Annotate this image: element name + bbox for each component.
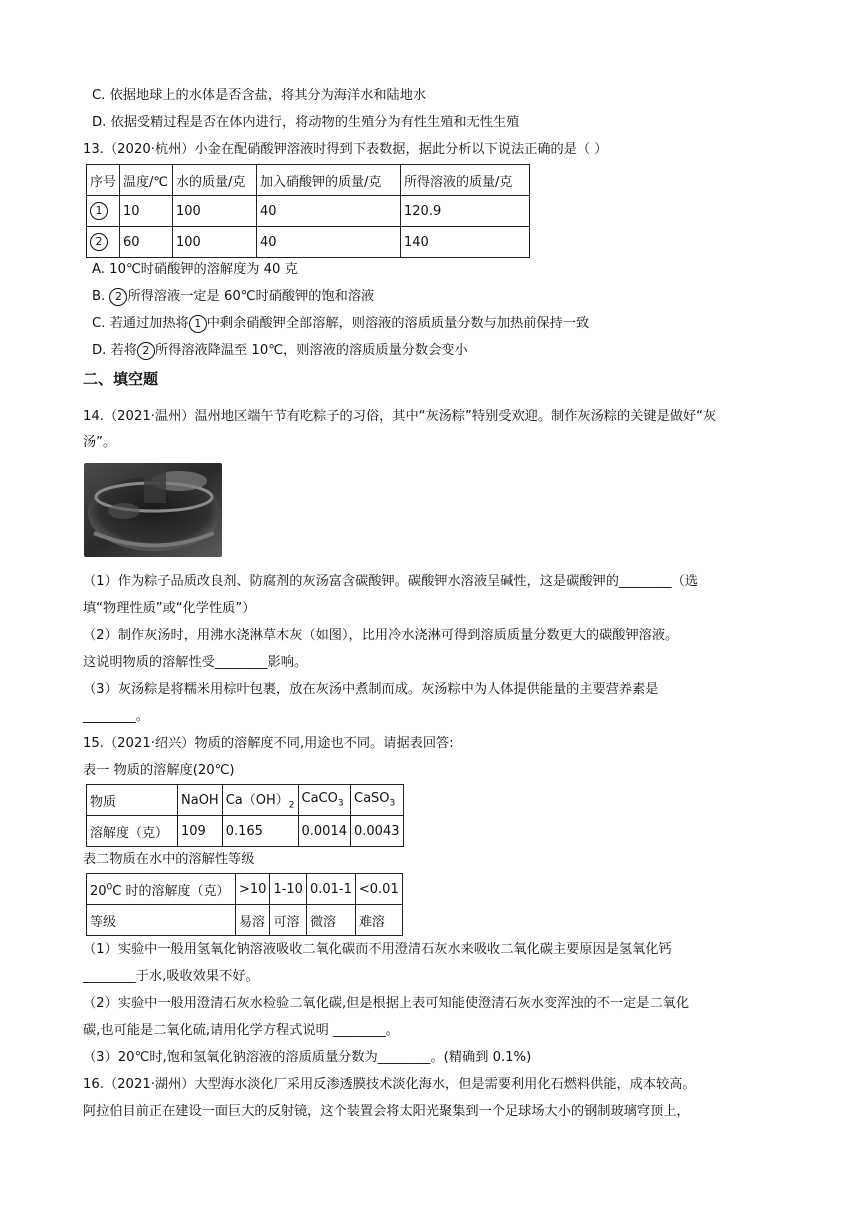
superscript: 0 [106, 882, 113, 893]
table-header: 水的质量/克 [173, 165, 257, 196]
q13-option-c [92, 315, 589, 333]
table-cell: 60 [120, 227, 173, 258]
table-cell: 难溶 [355, 905, 402, 936]
q13-option-d [92, 342, 468, 360]
table-cell: 溶解度（克） [87, 816, 178, 847]
table-row [87, 874, 403, 905]
table-cell: 0.165 [222, 816, 298, 847]
subscript: 3 [337, 798, 344, 809]
q14-part1-line2: 填“物理性质”或“化学性质”） [83, 601, 256, 616]
q14-part3-line1: （3）灰汤粽是将糯米用棕叶包裹，放在灰汤中煮制而成。灰汤粽中为人体提供能量的主要营养素是 [83, 682, 659, 697]
table-row [87, 816, 404, 847]
q16-line2: 阿拉伯目前正在建设一面巨大的反射镜，这个装置会将太阳光聚集到一个足球场大小的钢制玻璃穹顶上， [83, 1104, 690, 1119]
table-cell: 易溶 [236, 905, 270, 936]
q14-stem-line2: 汤”。 [83, 435, 117, 450]
table-cell: 0.0043 [351, 816, 404, 847]
table-cell: NaOH [178, 785, 223, 816]
q14-part3-line2: ________。 [83, 709, 149, 724]
table1-title: 表一 物质的溶解度(20℃) [83, 763, 235, 778]
table-cell: 100 [173, 227, 257, 258]
section-title: 二、填空题 [83, 370, 159, 388]
table-cell: 微溶 [306, 905, 355, 936]
q15-part1-line1: （1）实验中一般用氢氧化钠溶液吸收二氧化碳而不用澄清石灰水来吸收二氧化碳主要原因是氢氧化钙 [83, 942, 672, 957]
table-cell: 可溶 [270, 905, 307, 936]
q14-part1-line1: （1）作为粽子品质改良剂、防腐剂的灰汤富含碳酸钾。碳酸钾水溶液呈碱性，这是碳酸钾的________（选 [83, 574, 699, 589]
formula: Ca（OH） [225, 793, 289, 809]
pot-image-icon [84, 463, 222, 557]
option-text: 所得溶液一定是 60℃时硝酸钾的饱和溶液 [127, 289, 375, 304]
ash-soup-photo [84, 463, 222, 557]
circled-number: 2 [109, 288, 127, 306]
table-cell: 40 [257, 227, 401, 258]
q13-stem: 13.（2020·杭州）小金在配硝酸钾溶液时得到下表数据，据此分析以下说法正确的是（ ） [83, 142, 608, 157]
table-cell [87, 227, 120, 258]
q15-part2-line1: （2）实验中一般用澄清石灰水检验二氧化碳,但是根据上表可知能使澄清石灰水变浑浊的不一定是二氧化 [83, 996, 690, 1011]
table-cell [351, 785, 404, 816]
table-cell: 1-10 [270, 874, 307, 905]
value: C 时的溶解度（克） [112, 883, 230, 899]
table-header: 所得溶液的质量/克 [401, 165, 530, 196]
formula: CaSO [354, 791, 390, 807]
value: 20 [90, 883, 107, 899]
table-cell: 物质 [87, 785, 178, 816]
circled-number: 2 [90, 233, 108, 251]
subscript: 3 [389, 798, 396, 809]
q15-part1-line2: ________于水,吸收效果不好。 [83, 969, 259, 984]
table-cell: 140 [401, 227, 530, 258]
table-cell: >10 [236, 874, 270, 905]
q13-option-a: A. 10℃时硝酸钾的溶解度为 40 克 [92, 262, 298, 277]
table-cell: <0.01 [355, 874, 402, 905]
table-header: 加入硝酸钾的质量/克 [257, 165, 401, 196]
q13-table [86, 164, 530, 258]
table-cell: 0.01-1 [306, 874, 355, 905]
table-cell: 120.9 [401, 196, 530, 227]
table-cell [87, 874, 236, 905]
table-cell: 100 [173, 196, 257, 227]
q14-part2-line2: 这说明物质的溶解性受________影响。 [83, 655, 308, 670]
table-cell: 40 [257, 196, 401, 227]
table-cell: 等级 [87, 905, 236, 936]
table-cell [298, 785, 351, 816]
option-prefix: B. [92, 289, 110, 304]
option-text: 中剩余硝酸钾全部溶解，则溶液的溶质质量分数与加热前保持一致 [206, 316, 590, 331]
q14-stem-line1: 14.（2021·温州）温州地区端午节有吃粽子的习俗，其中“灰汤粽”特别受欢迎。制作灰汤粽的关键是做好“灰 [83, 409, 717, 424]
formula: CaCO [301, 791, 338, 807]
table-header: 序号 [87, 165, 120, 196]
table2-title: 表二物质在水中的溶解性等级 [83, 852, 255, 867]
q15-part2-line2: 碳,也可能是二氧化硫,请用化学方程式说明 ________。 [83, 1023, 399, 1038]
q13-option-b [92, 288, 374, 306]
circled-number: 1 [90, 202, 108, 220]
table-cell: 10 [120, 196, 173, 227]
q12-option-d: D. 依据受精过程是否在体内进行，将动物的生殖分为有性生殖和无性生殖 [92, 115, 520, 130]
option-text: 所得溶液降温至 10℃，则溶液的溶质质量分数会变小 [154, 343, 468, 358]
table-row [87, 905, 403, 936]
solubility-table [86, 784, 404, 847]
circled-number: 1 [189, 315, 207, 333]
circled-number: 2 [137, 342, 155, 360]
q15-stem: 15.（2021·绍兴）物质的溶解度不同,用途也不同。请据表回答: [83, 736, 454, 751]
table-cell [87, 196, 120, 227]
table-row [87, 227, 530, 258]
subscript: 2 [288, 800, 295, 811]
table-header: 温度/℃ [120, 165, 173, 196]
solubility-grade-table [86, 873, 403, 936]
table-cell: 0.0014 [298, 816, 351, 847]
option-prefix: D. 若将 [92, 343, 137, 358]
table-row [87, 196, 530, 227]
q14-part2-line1: （2）制作灰汤时，用沸水浇淋草木灰（如图），比用冷水浇淋可得到溶质质量分数更大的碳酸钾溶液。 [83, 628, 679, 643]
table-cell [222, 785, 298, 816]
q15-part3: （3）20℃时,饱和氢氧化钠溶液的溶质质量分数为________。(精确到 0.1%) [83, 1050, 532, 1065]
option-prefix: C. 若通过加热将 [92, 316, 189, 331]
table-row [87, 785, 404, 816]
table-header-row [87, 165, 530, 196]
table-cell: 109 [178, 816, 223, 847]
q16-line1: 16.（2021·湖州）大型海水淡化厂采用反渗透膜技术淡化海水，但是需要利用化石燃料供能，成本较高。 [83, 1077, 696, 1092]
q12-option-c: C. 依据地球上的水体是否含盐，将其分为海洋水和陆地水 [92, 88, 427, 103]
